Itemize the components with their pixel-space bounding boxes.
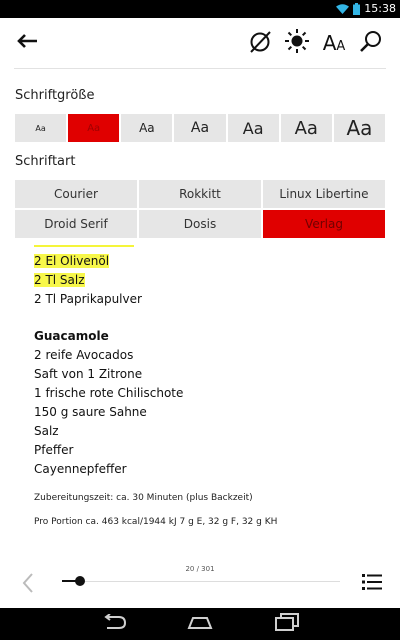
system-home-button[interactable] (187, 614, 213, 634)
previous-page-button[interactable] (20, 572, 36, 594)
status-bar (0, 0, 400, 18)
font-size-selector (15, 114, 385, 142)
back-arrow-icon (16, 33, 38, 53)
font-option-dosis[interactable]: Dosis (139, 210, 261, 238)
highlighted-text[interactable]: 2 El Olivenöl (34, 254, 110, 268)
battery-icon (353, 3, 360, 15)
brightness-icon (284, 28, 310, 58)
font-option-verlag[interactable]: Verlag (263, 210, 385, 238)
book-content (34, 252, 374, 529)
system-recents-button[interactable] (274, 614, 300, 634)
toolbar-divider (14, 68, 386, 69)
highlight-marker (34, 245, 134, 247)
table-of-contents-button[interactable] (362, 573, 382, 591)
font-size-option-4[interactable]: Aa (174, 114, 225, 142)
font-size-option-6[interactable]: Aa (281, 114, 332, 142)
font-option-droid-serif[interactable]: Droid Serif (15, 210, 137, 238)
font-family-selector (15, 180, 385, 238)
font-size-label: Schriftgröße (15, 88, 95, 103)
nutrition-text: Pro Portion ca. 463 kcal/1944 kJ 7 g E, 32 g F, 32 g KH (34, 517, 278, 527)
font-size-icon: AA (322, 31, 346, 55)
font-option-rokkitt[interactable]: Rokkitt (139, 180, 261, 208)
clock-time: 15:38 (364, 2, 396, 15)
ingredient-line: 150 g saure Sahne (34, 405, 147, 419)
reader-footer (0, 560, 400, 608)
list-icon (362, 576, 382, 595)
ingredient-line: Cayennepfeffer (34, 462, 127, 476)
font-option-courier[interactable]: Courier (15, 180, 137, 208)
recipe-title: Guacamole (34, 329, 109, 343)
night-mode-button[interactable] (246, 29, 274, 57)
font-size-option-1[interactable]: Aa (15, 114, 66, 142)
wifi-icon (336, 4, 349, 14)
ingredient-line: Saft von 1 Zitrone (34, 367, 143, 381)
font-option-linux-libertine[interactable]: Linux Libertine (263, 180, 385, 208)
brightness-button[interactable] (283, 29, 311, 57)
ingredient-line: 2 reife Avocados (34, 348, 134, 362)
reader-toolbar (0, 18, 400, 68)
font-family-label: Schriftart (15, 154, 76, 169)
ingredient-line: Salz (34, 424, 59, 438)
font-size-option-2[interactable]: Aa (68, 114, 119, 142)
font-size-option-3[interactable]: Aa (121, 114, 172, 142)
font-size-option-7[interactable]: Aa (334, 114, 385, 142)
progress-track[interactable] (62, 581, 340, 582)
highlighted-text[interactable]: 2 Tl Salz (34, 273, 85, 287)
ingredient-line: Pfeffer (34, 443, 74, 457)
progress-thumb[interactable] (75, 576, 85, 586)
font-settings-button[interactable] (321, 29, 347, 57)
chevron-left-icon (20, 579, 36, 598)
home-icon (187, 614, 213, 634)
recents-icon (274, 613, 300, 635)
system-back-button[interactable] (101, 614, 127, 634)
page-indicator: 20 / 301 (185, 565, 215, 573)
search-button[interactable] (357, 29, 385, 57)
back-icon (101, 614, 127, 634)
night-mode-icon (247, 28, 273, 58)
back-button[interactable] (12, 30, 42, 56)
text-line: 2 Tl Paprikapulver (34, 292, 142, 306)
search-icon (359, 29, 383, 57)
font-size-option-5[interactable]: Aa (228, 114, 279, 142)
system-navigation-bar (0, 608, 400, 640)
prep-time-text: Zubereitungszeit: ca. 30 Minuten (plus Backzeit) (34, 493, 253, 503)
ingredient-line: 1 frische rote Chilischote (34, 386, 184, 400)
